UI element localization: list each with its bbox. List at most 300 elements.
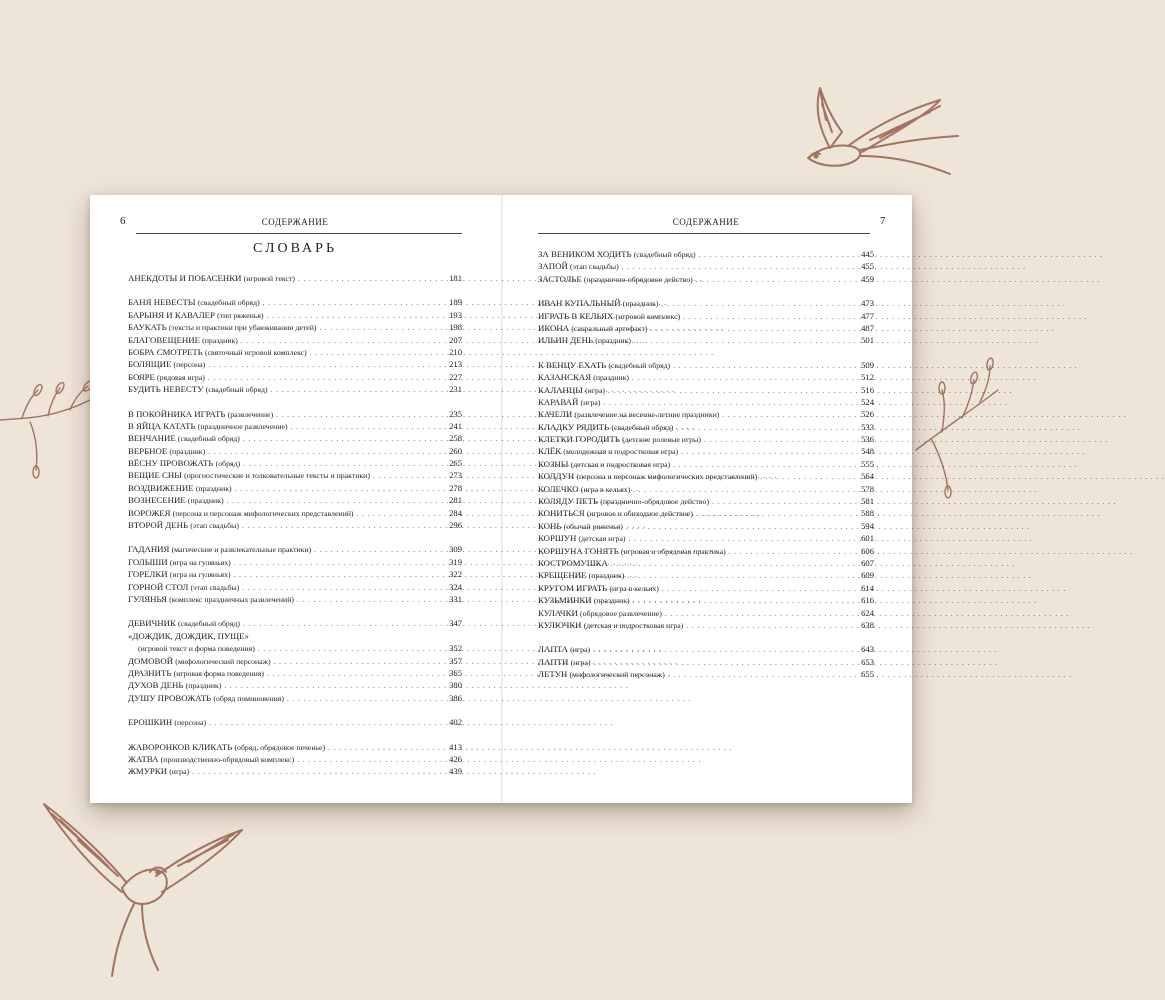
toc-entry-page-number: 439 <box>449 766 462 777</box>
toc-entry-description: (свадебный обряд) <box>197 298 260 308</box>
toc-entry <box>538 297 874 309</box>
leader-dots <box>297 594 437 606</box>
toc-entry <box>538 532 874 544</box>
toc-entry-text <box>128 692 284 705</box>
toc-entry <box>538 445 874 457</box>
toc-entry-page-number: 455 <box>861 261 874 272</box>
toc-entry-description: (свадебный обряд) <box>205 385 268 395</box>
toc-entry-term: ВЕЩИЕ СНЫ <box>128 470 182 481</box>
toc-entry-description: (игровой текст и форма поведения) <box>138 644 255 654</box>
toc-entry-page-number: 231 <box>449 384 462 395</box>
toc-entry-term: КУЛАЧКИ <box>538 607 578 618</box>
toc-entry-page-number: 581 <box>861 496 874 507</box>
toc-entry-text <box>128 457 240 470</box>
toc-entry-text <box>128 383 268 396</box>
leader-dots <box>209 717 437 729</box>
toc-entry <box>538 396 874 408</box>
leader-dots <box>271 384 437 396</box>
toc-entry-text <box>538 507 693 520</box>
toc-entry-term: КАРАВАЙ <box>538 396 579 407</box>
toc-entry-term: БАНЯ НЕВЕСТЫ <box>128 297 196 308</box>
toc-entry-description: (игра на гуляньях) <box>169 570 231 580</box>
toc-entry-term: КУЗЬМИНКИ <box>538 595 592 606</box>
toc-entry-description: (свадебный обряд) <box>178 619 240 629</box>
toc-entry-description: (обряд, обрядовое печенье) <box>234 742 326 752</box>
leader-dots <box>760 471 849 483</box>
toc-entry-text <box>128 543 311 556</box>
toc-entry-description: (свадебный обряд) <box>611 422 674 432</box>
toc-entry-text <box>128 469 370 482</box>
toc-entry <box>128 457 462 469</box>
leader-dots <box>633 595 849 607</box>
toc-entry-page-number: 643 <box>861 644 874 655</box>
toc-entry <box>128 642 462 654</box>
toc-entry-text <box>128 630 249 643</box>
toc-entry <box>538 384 874 396</box>
toc-entry-description: (этап свадьбы) <box>190 521 239 531</box>
toc-entry-description: (игра в кельях) <box>580 484 631 494</box>
toc-entry-text <box>128 420 288 433</box>
toc-entry <box>538 483 874 495</box>
toc-entry-description: (игровой комплекс) <box>615 311 681 321</box>
toc-entry-description: (персона) <box>174 718 207 728</box>
toc-entry-page-number: 459 <box>861 273 874 284</box>
toc-entry-text <box>538 408 719 421</box>
leader-dots <box>314 544 437 556</box>
leader-dots <box>328 742 437 754</box>
toc-entry <box>538 557 874 569</box>
leader-dots <box>287 693 437 705</box>
toc-entry-term: БАУКАТЬ <box>128 322 167 333</box>
leader-dots <box>263 297 437 309</box>
toc-entry-text <box>538 569 624 582</box>
toc-entry <box>128 692 462 704</box>
toc-entry-page-number: 241 <box>449 420 462 431</box>
toc-entry-text <box>538 619 683 632</box>
toc-entry-text <box>128 358 205 371</box>
toc-entry <box>128 432 462 444</box>
leader-dots <box>683 311 849 323</box>
toc-entry <box>128 507 462 519</box>
toc-entry-description: (праздник) <box>595 336 631 346</box>
toc-entry-term: КАЛАНЦЫ <box>538 384 583 395</box>
toc-entry-text <box>128 482 232 495</box>
toc-entry-term: В ПОКОЙНИКА ИГРАТЬ <box>128 408 226 419</box>
toc-entry-page-number: 386 <box>449 692 462 703</box>
toc-entry-text <box>538 643 590 656</box>
toc-entry-text <box>538 532 626 545</box>
leader-dots <box>704 434 849 446</box>
toc-entry-description: (детская и подростковая игра) <box>583 620 684 630</box>
toc-entry <box>538 371 874 383</box>
toc-entry-page-number: 324 <box>449 581 462 592</box>
toc-entry-page-number: 509 <box>861 359 874 370</box>
toc-entry-description: (комплекс праздничных развлечений) <box>169 594 294 604</box>
toc-entry <box>538 458 874 470</box>
toc-entry-text <box>538 445 678 458</box>
leader-dots <box>297 754 437 766</box>
toc-entry-page-number: 265 <box>449 458 462 469</box>
toc-entry-page-number: 207 <box>449 334 462 345</box>
toc-entry-description: (сакральный артефакт) <box>571 323 648 333</box>
left-head-rule <box>136 233 462 234</box>
toc-entry-text <box>128 568 231 581</box>
toc-entry <box>538 248 874 260</box>
right-head-rule <box>538 233 870 234</box>
toc-entry <box>128 358 462 370</box>
toc-entry <box>128 655 462 667</box>
leader-dots <box>627 570 849 582</box>
toc-entry-page-number: 594 <box>861 520 874 531</box>
toc-entry-text <box>128 371 205 384</box>
willow-branch-left-icon <box>0 360 95 500</box>
toc-entry-text <box>538 297 659 310</box>
toc-entry-page-number: 347 <box>449 618 462 629</box>
toc-entry-term: КЛАДКУ РЯДИТЬ <box>538 421 610 432</box>
toc-entry-page-number: 213 <box>449 359 462 370</box>
leader-dots <box>234 569 437 581</box>
toc-entry-term: БАРЫНЯ И КАВАЛЕР <box>128 309 215 320</box>
toc-entry-text <box>128 519 239 532</box>
leader-dots <box>696 508 849 520</box>
toc-entry-text <box>538 656 591 669</box>
toc-entry-page-number: 309 <box>449 544 462 555</box>
toc-entry-page-number: 606 <box>861 545 874 556</box>
toc-entry-text <box>538 594 630 607</box>
toc-entry-term: КУЛЮЧКИ <box>538 619 582 630</box>
leader-dots <box>593 644 849 656</box>
toc-entry-page-number: 473 <box>861 298 874 309</box>
toc-entry <box>128 371 462 383</box>
leader-dots <box>267 668 437 680</box>
toc-entry-text <box>538 557 608 570</box>
toc-entry <box>128 482 462 494</box>
toc-entry-description: (молодежная и подростковая игра) <box>563 447 679 457</box>
toc-entry-text <box>128 741 325 754</box>
toc-entry <box>128 334 462 346</box>
toc-entry <box>128 716 462 728</box>
leader-dots <box>634 335 849 347</box>
toc-entry-term: ЖАТВА <box>128 753 159 764</box>
toc-entry-page-number: 322 <box>449 569 462 580</box>
toc-entry-text <box>138 642 255 655</box>
toc-entry-description: (магические и развлекательные практики) <box>171 545 312 555</box>
toc-entry-text <box>538 334 631 347</box>
toc-entry-page-number: 413 <box>449 741 462 752</box>
toc-entry-page-number: 260 <box>449 445 462 456</box>
toc-entry-term: ИВАН КУПАЛЬНЫЙ <box>538 298 621 309</box>
leader-dots <box>234 557 437 569</box>
toc-entry-text <box>538 359 670 372</box>
toc-entry-description: (праздник) <box>195 483 232 493</box>
toc-entry-text <box>538 582 659 595</box>
right-page-number: 7 <box>880 215 886 227</box>
toc-entry-text <box>128 507 354 520</box>
toc-entry-page-number: 181 <box>449 273 462 283</box>
toc-entry-term: ЛЕТУН <box>538 669 568 680</box>
toc-entry <box>128 420 462 432</box>
leader-dots <box>662 583 849 595</box>
toc-entry-text <box>538 371 629 384</box>
toc-entry-term: ВОЗНЕСЕНИЕ <box>128 495 186 506</box>
left-running-head-title: СОДЕРЖАНИЕ <box>261 217 329 227</box>
leader-dots <box>373 470 437 482</box>
toc-entry-page-number: 524 <box>861 396 874 407</box>
toc-entry-page-number: 278 <box>449 482 462 493</box>
leader-dots <box>291 421 437 433</box>
toc-entry-text <box>538 495 709 508</box>
toc-entry-description: (обрядовое развлечение) <box>580 608 662 618</box>
toc-entry-description: (праздник) <box>593 373 629 383</box>
leader-dots <box>712 496 849 508</box>
toc-entry-text <box>128 346 307 359</box>
toc-entry-page-number: 588 <box>861 508 874 519</box>
toc-entry-text <box>128 334 238 347</box>
toc-entry-term: КОСТРОМУШКА <box>538 557 608 568</box>
leader-dots <box>665 608 849 620</box>
toc-entry-page-number: 624 <box>861 607 874 618</box>
toc-entry <box>538 582 874 594</box>
toc-entry-description: (этап свадьбы) <box>190 582 240 592</box>
toc-entry-description: (обычай ряженья) <box>563 521 623 531</box>
swallow-bird-bottom-left-icon <box>38 800 248 980</box>
toc-entry-description: (праздник) <box>622 299 659 309</box>
toc-entry-term: ВОРОЖЕЯ <box>128 507 171 518</box>
toc-entry-description: (игра) <box>169 767 190 777</box>
toc-entry <box>538 569 874 581</box>
toc-entry-text <box>128 321 317 334</box>
toc-entry-page-number: 607 <box>861 557 874 568</box>
toc-entry-term: ЗА ВЕНИКОМ ХОДИТЬ <box>538 249 632 259</box>
toc-entry <box>538 433 874 445</box>
toc-entry-term: КРУГОМ ИГРАТЬ <box>538 582 608 593</box>
leader-dots <box>208 359 437 371</box>
toc-entry-term: БОБРА СМОТРЕТЬ <box>128 346 203 357</box>
leader-dots <box>608 385 849 397</box>
left-toc-list <box>128 272 462 778</box>
toc-entry-term: ДУХОВ ДЕНЬ <box>128 680 184 691</box>
toc-entry-description: (производственно-обрядовый комплекс) <box>160 754 295 764</box>
toc-entry-text <box>538 668 665 681</box>
toc-entry-page-number: 516 <box>861 384 874 395</box>
leader-dots <box>611 558 849 570</box>
toc-entry-text <box>128 667 264 680</box>
leader-dots <box>357 508 437 520</box>
toc-entry-text <box>538 483 630 496</box>
toc-entry-term: КОРШУНА ГОНЯТЬ <box>538 545 619 556</box>
toc-entry-page-number: 258 <box>449 433 462 444</box>
toc-entry-term: В ЯЙЦА КАТАТЬ <box>128 420 196 431</box>
toc-entry-term: БОЛЯЩИЕ <box>128 359 172 370</box>
toc-entry-page-number: 548 <box>861 446 874 457</box>
toc-entry-text <box>128 753 294 766</box>
toc-entry <box>128 556 462 568</box>
toc-entry-term: ГОРЕЛКИ <box>128 569 168 580</box>
toc-entry <box>538 322 874 334</box>
right-running-head <box>538 215 886 233</box>
toc-entry-description: (игровая и обрядовая практика) <box>620 546 726 556</box>
toc-entry-term: ДЕВИЧНИК <box>128 618 176 629</box>
toc-entry <box>128 593 462 605</box>
toc-entry-term: ВОЗДВИЖЕНИЕ <box>128 482 194 493</box>
toc-entry-term: ЗАСТОЛЬЕ <box>538 273 582 284</box>
toc-entry <box>538 668 874 680</box>
toc-entry <box>538 619 874 631</box>
toc-entry-page-number: 609 <box>861 570 874 581</box>
toc-entry-term: КОЛЯДУ ПЕТЬ <box>538 496 599 507</box>
toc-entry-term: КАЗАНСКАЯ <box>538 372 592 383</box>
toc-entry-page-number: 426 <box>449 753 462 764</box>
toc-entry <box>128 408 462 420</box>
toc-entry-page-number: 533 <box>861 421 874 432</box>
toc-entry <box>538 507 874 519</box>
toc-entry <box>538 470 874 482</box>
toc-entry-page-number: 653 <box>861 656 874 667</box>
toc-entry-term: ГОЛЫШИ <box>128 556 168 567</box>
toc-entry <box>128 630 462 642</box>
leader-dots <box>242 520 437 532</box>
toc-entry-description: (игра в кельях) <box>609 583 659 593</box>
toc-entry-term: ИКОНА <box>538 322 570 333</box>
toc-entry-description: (детская игра) <box>578 534 626 544</box>
toc-entry-page-number: 296 <box>449 520 462 531</box>
leader-dots <box>632 372 849 384</box>
toc-entry <box>538 495 874 507</box>
leader-dots <box>650 323 849 335</box>
toc-entry-page-number: 193 <box>449 309 462 320</box>
toc-entry <box>128 445 462 457</box>
left-page-number: 6 <box>120 215 126 227</box>
toc-entry-description: (праздник) <box>202 335 238 345</box>
toc-entry-text <box>538 396 600 409</box>
toc-entry-text <box>128 432 240 445</box>
toc-entry-description: (праздник) <box>169 446 206 456</box>
toc-entry-term: К ВЕНЦУ ЕХАТЬ <box>538 359 607 370</box>
toc-entry-description: (игра) <box>580 397 601 407</box>
toc-entry-page-number: 210 <box>449 346 462 357</box>
swallow-bird-top-right-icon <box>790 60 970 180</box>
toc-entry <box>128 309 462 321</box>
toc-entry <box>538 408 874 420</box>
toc-entry-page-number: 487 <box>861 322 874 333</box>
toc-entry-description: (свадебный обряд) <box>633 250 696 259</box>
leader-dots <box>681 446 849 458</box>
toc-entry <box>128 272 462 284</box>
toc-entry-description: (тип ряженья) <box>217 310 264 320</box>
toc-entry <box>538 310 874 322</box>
toc-entry-page-number: 555 <box>861 458 874 469</box>
toc-entry-text <box>538 248 696 261</box>
toc-entry-text <box>538 520 623 533</box>
leader-dots <box>320 322 438 334</box>
toc-entry-page-number: 402 <box>449 717 462 728</box>
toc-entry-description: (персона и персонаж мифологических представлений) <box>172 508 354 518</box>
leader-dots <box>298 273 437 285</box>
toc-entry <box>538 359 874 371</box>
leader-dots <box>676 422 849 434</box>
toc-entry-term: КОНЬ <box>538 520 562 531</box>
toc-entry-text <box>538 310 680 323</box>
toc-entry-page-number: 616 <box>861 595 874 606</box>
toc-entry-page-number: 638 <box>861 619 874 630</box>
toc-entry-description: (праздник) <box>588 571 625 581</box>
right-page <box>538 195 886 803</box>
leader-dots <box>243 433 437 445</box>
toc-entry-description: (тексты и практики при убаюкивании детей) <box>168 323 317 333</box>
toc-entry-term: ВЕРБНОЕ <box>128 445 168 456</box>
toc-entry-text <box>128 408 273 421</box>
toc-entry <box>128 568 462 580</box>
toc-entry <box>128 617 462 629</box>
leader-dots <box>696 274 849 286</box>
toc-entry-description: (празднично-обрядовое действо) <box>600 497 710 507</box>
toc-entry <box>538 607 874 619</box>
toc-entry-term: ДОМОВОЙ <box>128 655 174 666</box>
toc-entry-text <box>538 384 605 397</box>
left-page <box>120 195 462 803</box>
toc-entry-page-number: 655 <box>861 669 874 680</box>
toc-entry <box>538 421 874 433</box>
toc-entry-description: (развлечение на весенне-летние праздники) <box>574 410 720 420</box>
toc-entry-term: ЖАВОРОНКОВ КЛИКАТЬ <box>128 741 233 752</box>
toc-entry-text <box>538 421 673 434</box>
leader-dots <box>729 546 849 558</box>
toc-entry-description: (свадебный обряд) <box>608 360 671 370</box>
toc-entry-page-number: 319 <box>449 556 462 567</box>
toc-entry-term: ЕРОШКИН <box>128 717 173 728</box>
leader-dots <box>274 656 437 668</box>
toc-entry <box>538 260 874 272</box>
toc-entry-description: (праздник) <box>187 496 224 506</box>
toc-entry-description: (детские ролевые игры) <box>622 435 701 445</box>
toc-entry <box>538 594 874 606</box>
toc-entry-page-number: 380 <box>449 680 462 691</box>
toc-entry-text <box>538 470 757 483</box>
toc-entry <box>128 741 462 753</box>
toc-entry-term: КОЗНЫ <box>538 458 569 469</box>
toc-entry-description: (игровое и обиходное действие) <box>586 509 693 519</box>
toc-entry-term: ЛАПТИ <box>538 656 569 667</box>
toc-entry-description: (обряд) <box>215 459 241 469</box>
toc-entry-text <box>538 545 726 558</box>
toc-entry-page-number: 357 <box>449 655 462 666</box>
toc-entry <box>128 765 462 777</box>
toc-entry-term: ЗАПОЙ <box>538 261 568 272</box>
toc-entry-description: (персона и персонаж мифологических представлений) <box>576 472 758 482</box>
toc-entry-text <box>128 309 264 322</box>
toc-entry <box>128 296 462 308</box>
toc-entry <box>538 520 874 532</box>
toc-entry-text <box>538 260 619 273</box>
toc-entry <box>128 469 462 481</box>
leader-dots <box>722 409 849 421</box>
toc-entry-term: ДРАЗНИТЬ <box>128 667 172 678</box>
leader-dots <box>276 409 437 421</box>
toc-entry-description: (праздник) <box>593 596 630 606</box>
toc-entry-page-number: 512 <box>861 372 874 383</box>
toc-entry <box>538 545 874 557</box>
right-toc-list <box>538 248 874 681</box>
toc-entry-term: ВЁСНУ ПРОВОЖАТЬ <box>128 458 214 469</box>
toc-entry-text <box>128 445 205 458</box>
toc-entry-description: (персона) <box>173 360 206 370</box>
toc-entry-description: (прогностические и толковательные тексты и практики) <box>184 471 370 481</box>
left-running-head <box>120 215 462 233</box>
toc-entry-description: (детская и подростковая игра) <box>570 459 671 469</box>
toc-entry-text <box>128 617 240 630</box>
toc-entry-page-number: 365 <box>449 667 462 678</box>
toc-entry-description: (игровая форма поведения) <box>173 668 264 678</box>
